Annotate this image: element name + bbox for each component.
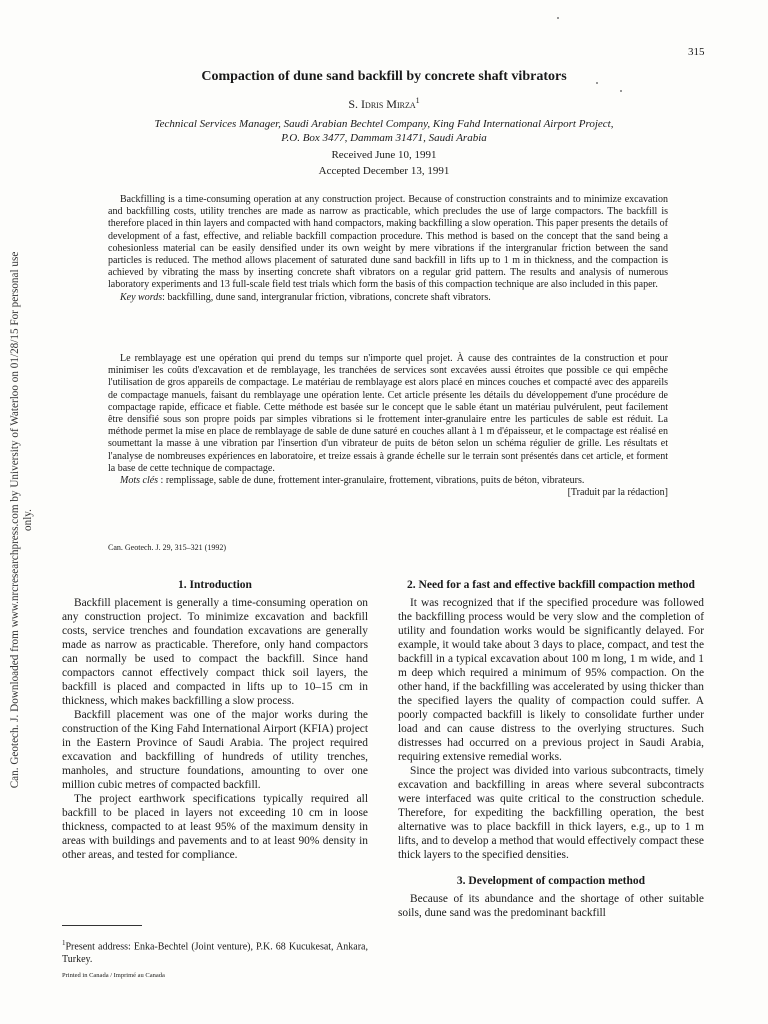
keywords-french-text: : remplissage, sable de dune, frottement inter-granulaire, frottement, vibrations, puits de béton, vibrateurs.: [158, 475, 585, 487]
body-paragraph: Backfill placement was one of the major works during the construction of the King Fahd International Airport (KFIA) project in the Eastern Province of Saudi Arabia. The project required excavation and backfilling of hundreds of utility trenches, manholes, and structure foundations, amounting to over one million cubic metres of compacted backfill.: [62, 709, 368, 791]
author-footnote-mark: 1: [415, 96, 420, 105]
scan-speck: [557, 17, 559, 19]
abstract-english-text: Backfilling is a time-consuming operation at any construction project. Because of construction constraints and to minimize excavation and backfilling costs, utility trenches are made as narrow as practicable, which precludes the use of large compactors. The backfill is therefore placed in thin layers and compacted with hand compactors, making backfilling a slow operation. This paper presents the details of development of a fast, effective, and reliable backfill compaction procedure. This method is based on the concept that the sand being a cohesionless material can be easily densified under its own weight by mere vibrations if the intergranular friction between the sand particles is reduced. The method allows placement of saturated dune sand backfill in lifts up to 1 m in thickness, and the compaction is achieved by vibrating the mass by inserting concrete shaft vibrators on a regular grid pattern. The results and analysis of numerous laboratory experiments and 13 full-scale field test trials which form the basis of this compaction technique are also included in this paper.: [108, 194, 668, 291]
author-name: S. Idris Mirza: [348, 97, 416, 111]
translation-note: [Traduit par la rédaction]: [567, 487, 668, 499]
left-column: [62, 578, 368, 862]
keywords-english-label: Key words: [120, 291, 163, 303]
printed-in-canada: Printed in Canada / Imprimé au Canada: [62, 972, 165, 979]
accepted-date: Accepted December 13, 1991: [318, 165, 450, 177]
section-heading-introduction: 1. Introduction: [178, 579, 252, 591]
abstract-french: [108, 353, 668, 499]
footnote-text: Present address: Enka-Bechtel (Joint venture), P.K. 68 Kucukesat, Ankara, Turkey.: [62, 941, 368, 966]
download-watermark-text: Can. Geotech. J. Downloaded from www.nrcresearchpress.com by University of Waterloo on 01/28/15 For personal use only.: [9, 251, 34, 789]
keywords-english: [108, 292, 668, 304]
page-number: 315: [688, 46, 705, 58]
section-heading-development: 3. Development of compaction method: [456, 875, 646, 887]
body-paragraph: Since the project was divided into various subcontracts, timely excavation and backfilling in areas where several subcontracts were interfaced was quite critical to the construction schedule. Therefore, for expediting the backfilling operation, the best alternative was to place backfill in thick layers, e.g., up to 1 m lifts, and to develop a method that would effectively compact these thick layers to the specified densities.: [398, 765, 704, 861]
download-watermark: [1, 240, 43, 800]
scan-speck: [620, 90, 622, 92]
journal-citation: Can. Geotech. J. 29, 315–321 (1992): [108, 543, 226, 552]
right-column: [398, 578, 704, 920]
affiliation-line-2: P.O. Box 3477, Dammam 31471, Saudi Arabia: [281, 132, 487, 144]
scan-speck: [596, 82, 598, 84]
body-paragraph: It was recognized that if the specified procedure was followed the backfilling process would be very slow and the completion of utility and foundation works would be significantly delayed. For example, it would take about 3 days to place, compact, and test the backfill in a typical excavation about 100 m long, 1 m wide, and 1 m deep which required a minimum of 95% compaction. On the other hand, if the backfilling was accelerated by using thicker than the specified layers the quality of compaction could suffer. A poorly compacted backfill is likely to consolidate further under load and can cause distress to the overlying structures. Such distresses had occurred on a previous project in Saudi Arabia, requiring extensive remedial works.: [398, 597, 704, 763]
affiliation-line-1: Technical Services Manager, Saudi Arabian Bechtel Company, King Fahd International Airport Project,: [154, 118, 614, 130]
body-paragraph: Because of its abundance and the shortage of other suitable soils, dune sand was the predominant backfill: [398, 893, 704, 919]
keywords-french-label: Mots clés: [120, 475, 159, 487]
received-date: Received June 10, 1991: [331, 149, 437, 161]
abstract-english: [108, 194, 668, 304]
body-paragraph: The project earthwork specifications typically required all backfill to be placed in layers not exceeding 10 cm in loose thickness, compacted to at least 95% of the maximum density in areas with buildings and pavements and to at least 90% density in other areas, and tested for compliance.: [62, 793, 368, 861]
footnote-rule: [62, 925, 142, 926]
abstract-french-text: Le remblayage est une opération qui prend du temps sur n'importe quel projet. À cause des contraintes de la construction et pour minimiser les coûts d'excavation et de remblayage, les tranchées de services sont excavées aussi étroites que possible ce qui empêche l'utilisation de gros appareils de compactage. Le matériau de remblayage est alors placé en minces couches et compacté avec des appareils de compactage manuels, faisant du remblayage une opération lente. Cet article présente les détails du développement d'une procédure de compactage rapide, efficace et fiable. Cette méthode est basée sur le concept que le sable étant un matériau pulvérulent, peut facilement être densifié sous son propre poids par simples vibrations si le frottement inter-granulaire entre les particules de sable est réduit. La méthode permet la mise en place de remblayage de sable de dune saturé en couches allant à 1 m d'épaisseur, et le compactage est réalisé en soumettant la masse à une vibration par l'insertion d'un vibrateur de puits de béton selon un schéma régulier de grille. Les résultats et l'analyse de nombreuses expériences en laboratoire, et treize essais à grande échelle sur le terrain sont présentés dans cet article, et forment la base de cette technique de compactage.: [108, 353, 668, 474]
body-paragraph: Backfill placement is generally a time-consuming operation on any construction project. To minimize excavation and backfill costs, service trenches and foundation excavations are generally made as narrow as practicable. Therefore, only hand compactors can normally be used to compact the backfill. Since hand compactors cannot effectively compact thick soil layers, the backfill is placed and compacted in lifts up to 10–15 cm in thickness, which makes backfilling a slow process.: [62, 597, 368, 707]
section-heading-need: 2. Need for a fast and effective backfill compaction method: [407, 579, 695, 591]
footnote: [62, 937, 368, 966]
keywords-english-text: : backfilling, dune sand, intergranular friction, vibrations, concrete shaft vibrators.: [162, 291, 491, 303]
keywords-french: [108, 475, 668, 487]
paper-title: Compaction of dune sand backfill by concrete shaft vibrators: [201, 69, 567, 84]
affiliation: [100, 117, 668, 145]
author-line: [100, 96, 668, 112]
footnote-mark: 1: [62, 939, 66, 947]
